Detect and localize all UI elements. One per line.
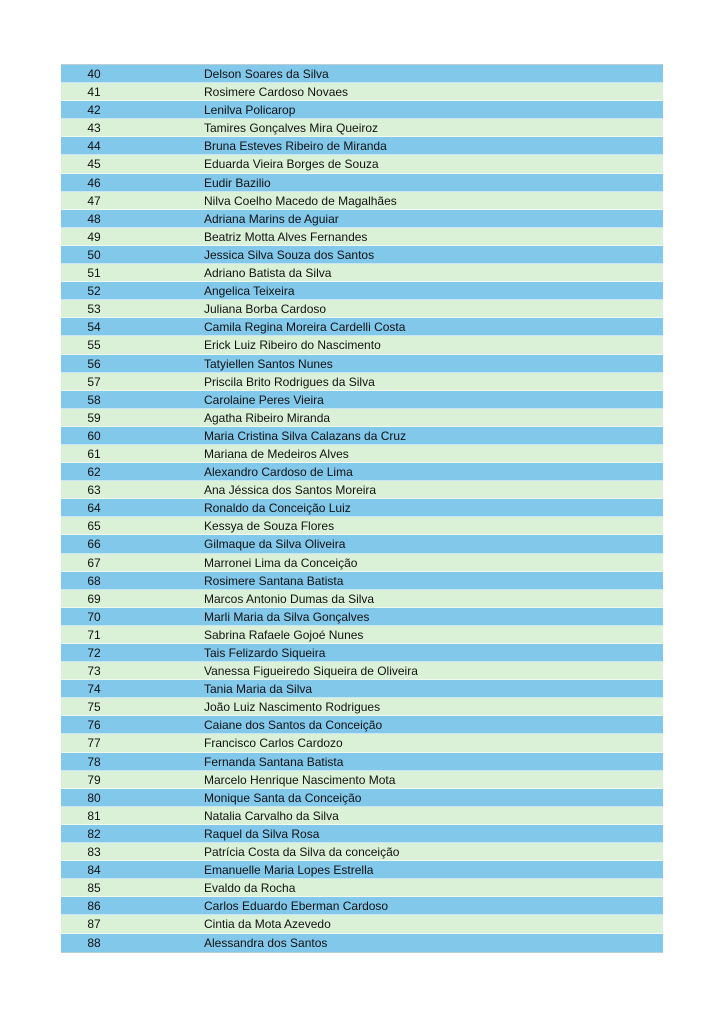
- table-row: [61, 445, 663, 463]
- row-name: Maria Cristina Silva Calazans da Cruz: [204, 428, 407, 443]
- row-name: Delson Soares da Silva: [204, 67, 329, 81]
- row-number: 65: [87, 519, 101, 534]
- row-name: Caiane dos Santos da Conceição: [204, 718, 383, 733]
- row-number: 43: [87, 121, 101, 136]
- row-name: Tais Felizardo Siqueira: [204, 646, 326, 660]
- row-number: 69: [87, 591, 101, 606]
- table-row: [61, 282, 663, 300]
- row-number: 57: [87, 374, 101, 389]
- table-row: [61, 83, 663, 101]
- row-name: Beatriz Motta Alves Fernandes: [204, 229, 368, 244]
- row-number: 87: [87, 917, 101, 932]
- table-row: [61, 626, 663, 644]
- row-name: Carolaine Peres Vieira: [204, 392, 324, 407]
- row-number: 79: [87, 772, 101, 787]
- table-row: [61, 137, 663, 155]
- row-number: 51: [87, 266, 101, 281]
- row-number: 82: [87, 826, 101, 841]
- row-name: Tatyiellen Santos Nunes: [204, 356, 333, 371]
- table-row: [61, 499, 663, 517]
- names-table: [61, 64, 663, 953]
- row-number: 46: [87, 175, 101, 190]
- table-row: [61, 409, 663, 427]
- row-name: Alexandro Cardoso de Lima: [204, 465, 353, 480]
- table-row: [61, 825, 663, 843]
- table-row: [61, 517, 663, 535]
- row-number: 80: [87, 790, 101, 805]
- row-number: 58: [87, 392, 101, 407]
- row-name: João Luiz Nascimento Rodrigues: [204, 700, 381, 715]
- row-number: 41: [87, 85, 101, 100]
- row-name: Mariana de Medeiros Alves: [204, 446, 349, 461]
- table-row: [61, 246, 663, 264]
- table-row: [61, 554, 663, 572]
- table-row: [61, 300, 663, 318]
- table-row: [61, 481, 663, 499]
- row-number: 81: [87, 808, 101, 823]
- row-name: Erick Luiz Ribeiro do Nascimento: [204, 338, 381, 353]
- row-number: 55: [87, 338, 101, 353]
- row-name: Lenilva Policarop: [204, 103, 296, 118]
- row-number: 56: [87, 356, 101, 371]
- table-row: [61, 734, 663, 752]
- table-row: [61, 355, 663, 373]
- row-name: Kessya de Souza Flores: [204, 519, 335, 534]
- table-row: [61, 174, 663, 192]
- table-row: [61, 771, 663, 789]
- table-row: [61, 590, 663, 608]
- row-name: Gilmaque da Silva Oliveira: [204, 537, 346, 552]
- table-row: [61, 861, 663, 879]
- row-name: Nilva Coelho Macedo de Magalhães: [204, 193, 397, 208]
- row-name: Marronei Lima da Conceição: [204, 555, 358, 570]
- row-number: 60: [87, 428, 101, 443]
- row-number: 72: [87, 646, 101, 660]
- row-name: Carlos Eduardo Eberman Cardoso: [204, 899, 389, 914]
- row-number: 68: [87, 573, 101, 588]
- row-name: Marcos Antonio Dumas da Silva: [204, 591, 375, 606]
- table-row: [61, 192, 663, 210]
- row-number: 59: [87, 410, 101, 425]
- table-row: [61, 843, 663, 861]
- row-name: Camila Regina Moreira Cardelli Costa: [204, 320, 406, 335]
- row-number: 64: [87, 501, 101, 516]
- row-number: 77: [87, 736, 101, 751]
- table-row: [61, 662, 663, 680]
- row-name: Ana Jéssica dos Santos Moreira: [204, 483, 377, 498]
- table-row: [61, 373, 663, 391]
- row-name: Tamires Gonçalves Mira Queiroz: [204, 121, 379, 136]
- row-number: 54: [87, 320, 101, 335]
- table-row: [61, 789, 663, 807]
- table-row: [61, 608, 663, 626]
- row-name: Eudir Bazilio: [204, 175, 271, 190]
- row-number: 76: [87, 718, 101, 733]
- row-name: Monique Santa da Conceição: [204, 790, 362, 805]
- row-name: Raquel da Silva Rosa: [204, 826, 320, 841]
- table-row: [61, 680, 663, 698]
- table-row: [61, 753, 663, 771]
- table-row: [61, 535, 663, 553]
- row-name: Eduarda Vieira Borges de Souza: [204, 157, 379, 172]
- row-name: Tania Maria da Silva: [204, 682, 313, 697]
- row-number: 42: [87, 103, 101, 118]
- row-number: 83: [87, 845, 101, 860]
- row-number: 74: [87, 682, 101, 697]
- row-number: 86: [87, 899, 101, 914]
- table-row: [61, 101, 663, 119]
- row-name: Rosimere Cardoso Novaes: [204, 85, 349, 100]
- row-name: Fernanda Santana Batista: [204, 754, 344, 769]
- table-row: [61, 391, 663, 409]
- table-row: [61, 155, 663, 173]
- row-number: 47: [87, 193, 101, 208]
- row-name: Natalia Carvalho da Silva: [204, 808, 339, 823]
- table-row: [61, 463, 663, 481]
- row-number: 85: [87, 881, 101, 896]
- row-number: 75: [87, 700, 101, 715]
- row-name: Ronaldo da Conceição Luiz: [204, 501, 351, 516]
- row-name: Angelica Teixeira: [204, 284, 295, 299]
- row-number: 67: [87, 555, 101, 570]
- row-number: 88: [87, 935, 101, 950]
- table-row: [61, 807, 663, 825]
- row-number: 44: [87, 139, 101, 154]
- row-number: 52: [87, 284, 101, 299]
- row-name: Jessica Silva Souza dos Santos: [204, 247, 375, 262]
- row-number: 50: [87, 247, 101, 262]
- row-number: 66: [87, 537, 101, 552]
- row-name: Evaldo da Rocha: [204, 881, 296, 896]
- table-row: [61, 897, 663, 915]
- row-name: Patrícia Costa da Silva da conceição: [204, 845, 400, 860]
- row-name: Emanuelle Maria Lopes Estrella: [204, 863, 374, 878]
- row-name: Rosimere Santana Batista: [204, 573, 344, 588]
- row-number: 61: [87, 446, 101, 461]
- row-name: Alessandra dos Santos: [204, 935, 328, 950]
- row-number: 70: [87, 609, 101, 624]
- row-name: Vanessa Figueiredo Siqueira de Oliveira: [204, 664, 418, 679]
- table-row: [61, 65, 663, 83]
- row-name: Adriano Batista da Silva: [204, 266, 332, 281]
- table-row: [61, 716, 663, 734]
- row-name: Agatha Ribeiro Miranda: [204, 410, 331, 425]
- row-number: 49: [87, 229, 101, 244]
- row-number: 63: [87, 483, 101, 498]
- row-number: 40: [87, 67, 101, 81]
- row-number: 78: [87, 754, 101, 769]
- table-row: [61, 210, 663, 228]
- row-number: 62: [87, 465, 101, 480]
- table-row: [61, 915, 663, 933]
- row-number: 71: [87, 627, 101, 642]
- table-row: [61, 879, 663, 897]
- row-name: Cintia da Mota Azevedo: [204, 917, 331, 932]
- row-name: Priscila Brito Rodrigues da Silva: [204, 374, 375, 389]
- table-row: [61, 228, 663, 246]
- table-row: [61, 119, 663, 137]
- row-name: Sabrina Rafaele Gojoé Nunes: [204, 627, 364, 642]
- row-number: 53: [87, 302, 101, 317]
- row-name: Marcelo Henrique Nascimento Mota: [204, 772, 396, 787]
- row-number: 84: [87, 863, 101, 878]
- table-row: [61, 644, 663, 662]
- row-number: 48: [87, 211, 101, 226]
- row-name: Francisco Carlos Cardozo: [204, 736, 343, 751]
- table-row: [61, 318, 663, 336]
- row-number: 73: [87, 664, 101, 679]
- row-name: Marli Maria da Silva Gonçalves: [204, 609, 370, 624]
- row-name: Bruna Esteves Ribeiro de Miranda: [204, 139, 387, 154]
- row-name: Adriana Marins de Aguiar: [204, 211, 339, 226]
- table-row: [61, 264, 663, 282]
- table-row: [61, 698, 663, 716]
- table-row: [61, 934, 663, 952]
- table-row: [61, 427, 663, 445]
- table-row: [61, 336, 663, 354]
- table-row: [61, 572, 663, 590]
- row-name: Juliana Borba Cardoso: [204, 302, 327, 317]
- row-number: 45: [87, 157, 101, 172]
